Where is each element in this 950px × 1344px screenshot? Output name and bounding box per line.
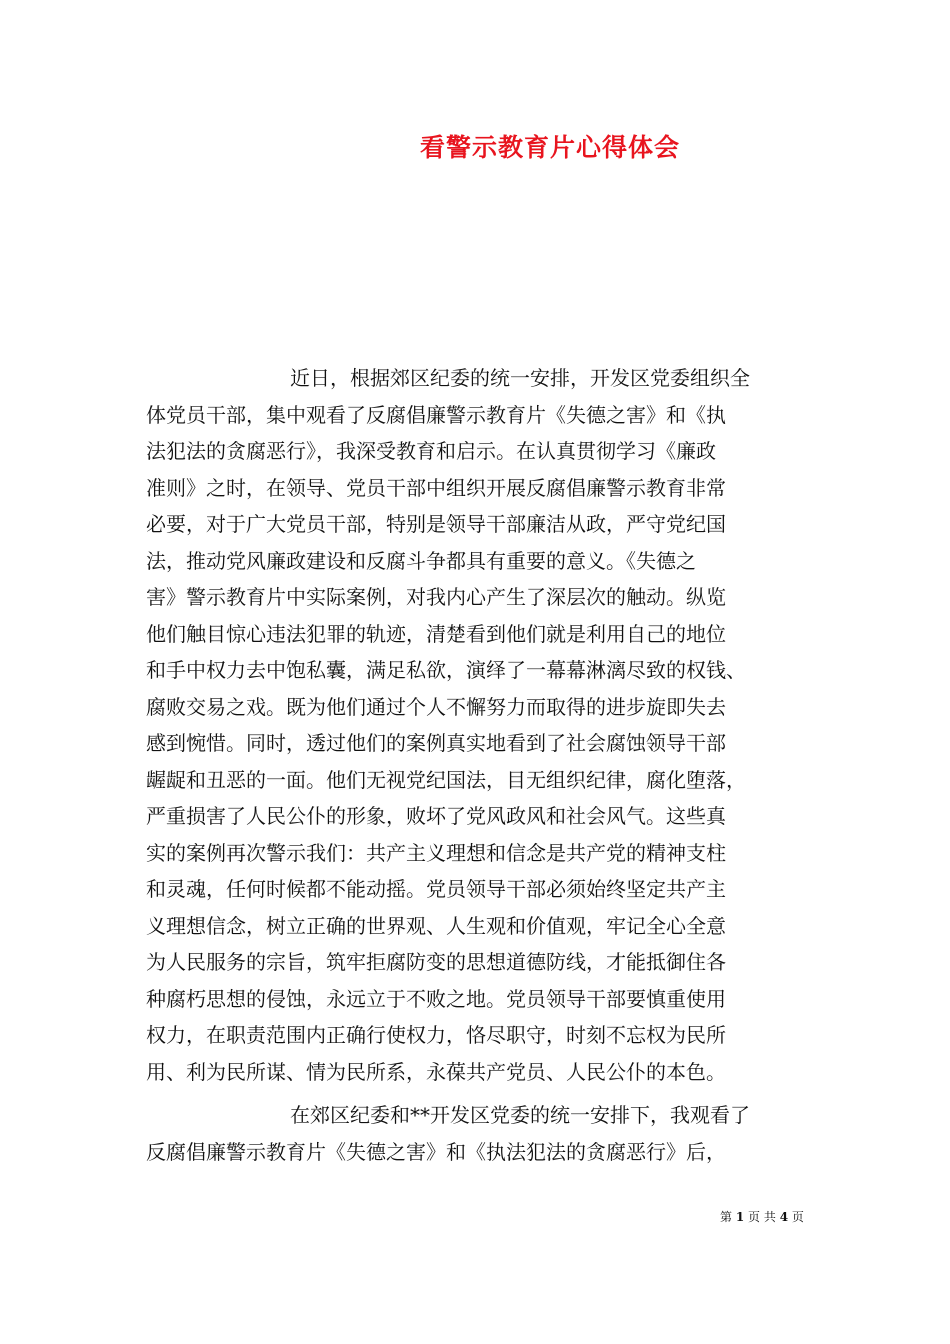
body-line: 和手中权力去中饱私囊，满足私欲，演绎了一幕幕淋漓尽致的权钱、 [146,658,746,682]
body-line: 体党员干部，集中观看了反腐倡廉警示教育片《失德之害》和《执 [146,403,726,427]
body-line: 为人民服务的宗旨，筑牢拒腐防变的思想道德防线，才能抵御住各 [146,950,726,974]
body-line: 种腐朽思想的侵蚀，永远立于不败之地。党员领导干部要慎重使用 [146,987,726,1011]
body-line: 和灵魂，任何时候都不能动摇。党员领导干部必须始终坚定共产主 [146,877,726,901]
body-line: 腐败交易之戏。既为他们通过个人不懈努力而取得的进步旋即失去 [146,695,726,719]
body-line: 用、利为民所谋、情为民所系，永葆共产党员、人民公仆的本色。 [146,1060,726,1084]
body-line: 法，推动党风廉政建设和反腐斗争都具有重要的意义。《失德之 [146,549,696,573]
body-line: 感到惋惜。同时，透过他们的案例真实地看到了社会腐蚀领导干部 [146,731,726,755]
body-line: 实的案例再次警示我们：共产主义理想和信念是共产党的精神支柱 [146,841,726,865]
footer-page-number: 1 [735,1210,745,1224]
body-line: 近日，根据郊区纪委的统一安排，开发区党委组织全 [290,366,750,390]
footer-suffix: 页 [791,1210,804,1224]
page-footer [720,1208,804,1225]
body-line: 准则》之时，在领导、党员干部中组织开展反腐倡廉警示教育非常 [146,476,726,500]
document-title: 看警示教育片心得体会 [419,133,680,162]
body-line: 必要，对于广大党员干部，特别是领导干部廉洁从政，严守党纪国 [146,512,726,536]
body-line: 反腐倡廉警示教育片《失德之害》和《执法犯法的贪腐恶行》后， [146,1140,726,1164]
body-line: 权力，在职责范围内正确行使权力，恪尽职守，时刻不忘权为民所 [146,1023,726,1047]
body-line: 在郊区纪委和**开发区党委的统一安排下，我观看了 [290,1103,750,1127]
footer-middle: 页 共 [748,1210,776,1224]
body-line: 他们触目惊心违法犯罪的轨迹，清楚看到他们就是利用自己的地位 [146,622,726,646]
body-line: 法犯法的贪腐恶行》，我深受教育和启示。在认真贯彻学习《廉政 [146,439,716,463]
body-line: 严重损害了人民公仆的形象，败坏了党风政风和社会风气。这些真 [146,804,726,828]
body-line: 义理想信念，树立正确的世界观、人生观和价值观，牢记全心全意 [146,914,726,938]
footer-total-pages: 4 [779,1210,789,1224]
body-line: 龌龊和丑恶的一面。他们无视党纪国法，目无组织纪律，腐化堕落， [146,768,746,792]
body-line: 害》警示教育片中实际案例，对我内心产生了深层次的触动。纵览 [146,585,726,609]
footer-prefix: 第 [720,1210,733,1224]
